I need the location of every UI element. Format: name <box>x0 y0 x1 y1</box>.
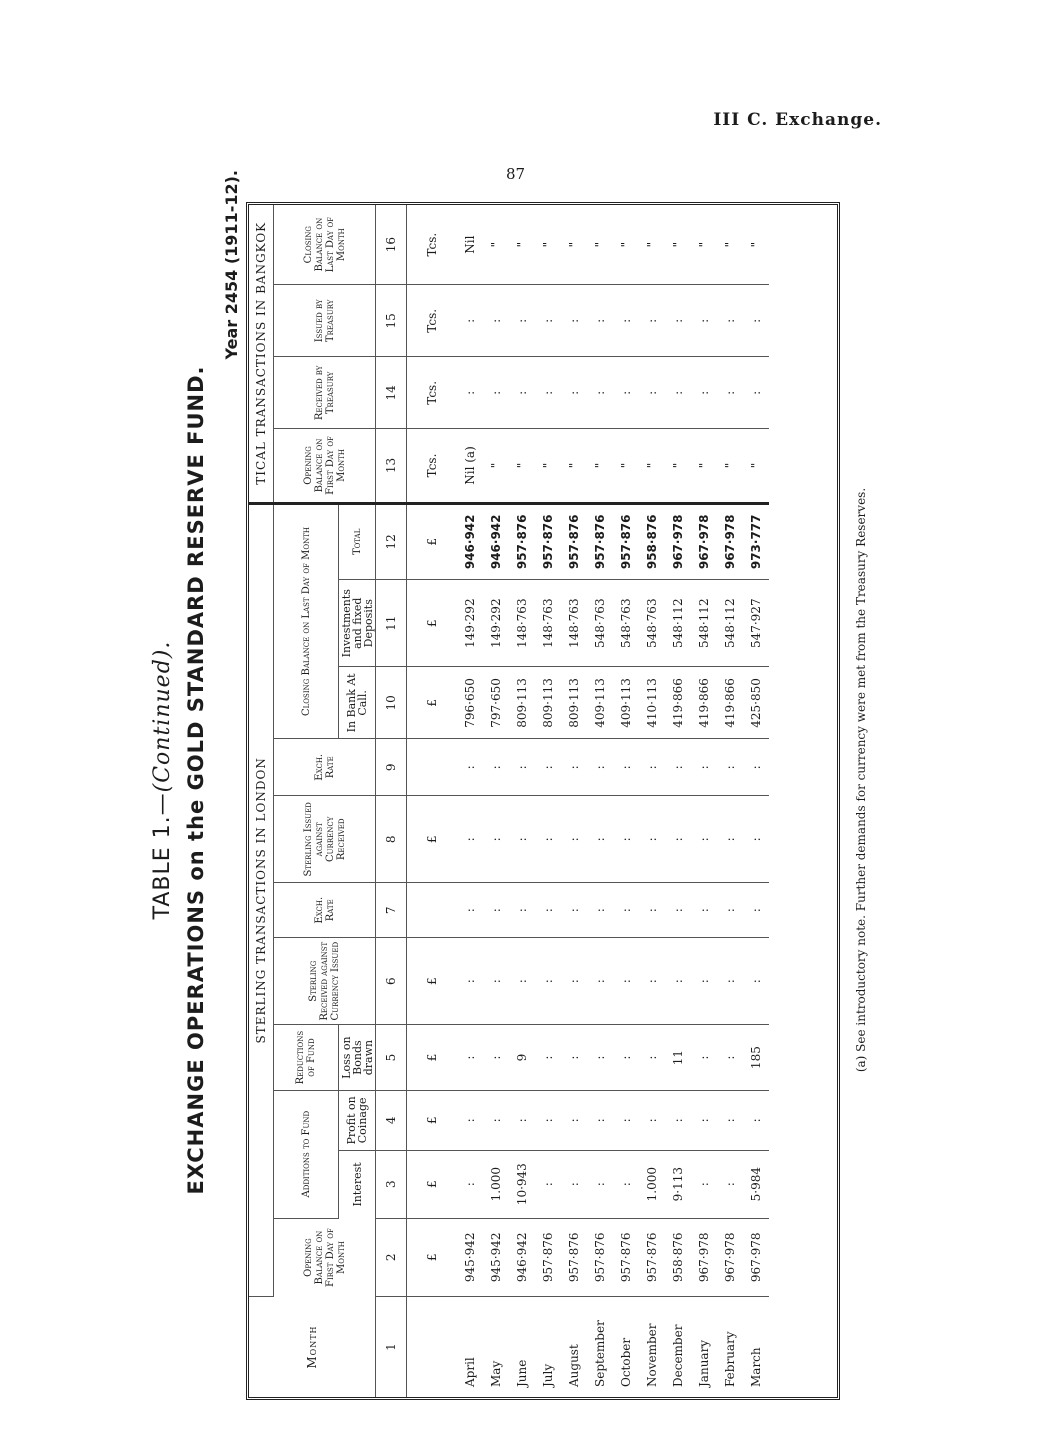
table-cell: " <box>691 205 717 285</box>
table-cell: : <box>587 1090 613 1150</box>
table-cell: " <box>561 205 587 285</box>
table-cell: 148·763 <box>535 580 561 667</box>
month-label: September <box>593 1320 607 1387</box>
table-cell: : <box>639 357 665 429</box>
table-cell: : <box>613 883 639 938</box>
table-cell: : <box>613 1025 639 1090</box>
table-cell: : <box>665 883 691 938</box>
table-cell: " <box>665 429 691 503</box>
header-exch-rate-1: Exch. Rate <box>274 883 376 938</box>
table-cell: : <box>535 739 561 796</box>
table-cell: : <box>535 938 561 1025</box>
table-cell: " <box>639 205 665 285</box>
table-cell: : <box>639 1090 665 1150</box>
table-cell: " <box>717 429 743 503</box>
table-cell: 548·763 <box>613 580 639 667</box>
table-cell: : <box>561 285 587 357</box>
table-cell: : <box>717 285 743 357</box>
table-cell: : <box>665 739 691 796</box>
table-cell: : <box>483 883 509 938</box>
month-label: October <box>619 1337 633 1387</box>
table-cell: 957·876 <box>639 1218 665 1297</box>
footnote: (a) See introductory note. Further demands for currency were met from the Treasury Reserves. <box>854 487 868 1073</box>
table-frame <box>246 202 840 1400</box>
table-cell: : <box>457 739 483 796</box>
table-cell: 148·763 <box>561 580 587 667</box>
column-number: 1 <box>376 1297 407 1397</box>
table-cell: 185 <box>743 1025 769 1090</box>
table-cell: 957·876 <box>613 1218 639 1297</box>
table-cell: : <box>717 796 743 883</box>
header-exch-rate-2: Exch. Rate <box>274 739 376 796</box>
unit-label: Tcs. <box>407 285 458 357</box>
table-cell: : <box>509 357 535 429</box>
table-cell: : <box>743 883 769 938</box>
table-cell: 548·112 <box>691 580 717 667</box>
column-number: 3 <box>376 1150 407 1218</box>
table-cell: : <box>691 285 717 357</box>
month-label: August <box>567 1344 581 1387</box>
table-cell: : <box>457 796 483 883</box>
table-cell: : <box>717 1025 743 1090</box>
table-cell: : <box>457 285 483 357</box>
month-label: November <box>645 1323 659 1387</box>
table-cell: 419·866 <box>665 667 691 739</box>
header-tical-opening: Opening Balance on First Day of Month <box>274 429 376 503</box>
table-cell: 957·876 <box>561 1218 587 1297</box>
unit-label: Tcs. <box>407 357 458 429</box>
table-cell: 957·876 <box>535 1218 561 1297</box>
month-cell <box>535 1297 561 1397</box>
table-cell: 945·942 <box>483 1218 509 1297</box>
table-cell: 957·876 <box>613 503 639 580</box>
table-cell: : <box>509 938 535 1025</box>
table-cell: : <box>717 739 743 796</box>
table-row <box>691 205 717 1397</box>
table-cell: : <box>457 1025 483 1090</box>
table-cell: : <box>561 1090 587 1150</box>
table-cell: " <box>587 205 613 285</box>
table-cell: " <box>613 429 639 503</box>
table-cell: : <box>639 938 665 1025</box>
month-cell <box>587 1297 613 1397</box>
table-cell: " <box>483 429 509 503</box>
table-cell: 957·876 <box>587 1218 613 1297</box>
column-number: 4 <box>376 1090 407 1150</box>
table-cell: : <box>691 1025 717 1090</box>
table-cell: " <box>639 429 665 503</box>
table-cell: : <box>587 796 613 883</box>
table-cell: 973·777 <box>743 503 769 580</box>
rotated-table-page <box>150 160 970 1400</box>
table-cell: : <box>691 883 717 938</box>
table-cell: : <box>743 285 769 357</box>
unit-label: £ <box>407 796 458 883</box>
table-cell: : <box>483 739 509 796</box>
month-cell <box>561 1297 587 1397</box>
table-cell: : <box>509 883 535 938</box>
table-cell: 547·927 <box>743 580 769 667</box>
table-cell: 958·876 <box>665 1218 691 1297</box>
month-cell <box>691 1297 717 1397</box>
table-cell: 10·943 <box>509 1150 535 1218</box>
table-row <box>743 205 769 1397</box>
table-cell: : <box>535 1025 561 1090</box>
table-cell: " <box>717 205 743 285</box>
table-cell: : <box>509 739 535 796</box>
table-cell: : <box>483 796 509 883</box>
table-cell: : <box>509 1090 535 1150</box>
header-interest: Interest <box>339 1150 376 1218</box>
table-cell: 957·876 <box>561 503 587 580</box>
table-row <box>483 205 509 1397</box>
table-cell: : <box>561 1150 587 1218</box>
table-cell: : <box>535 1090 561 1150</box>
page-number: 87 <box>506 165 526 183</box>
table-cell: 419·866 <box>691 667 717 739</box>
table-cell: 967·978 <box>691 1218 717 1297</box>
table-cell: : <box>717 1150 743 1218</box>
unit-label: £ <box>407 1218 458 1297</box>
units-row <box>407 205 458 1397</box>
table-row <box>535 205 561 1397</box>
unit-label: £ <box>407 938 458 1025</box>
table-cell: 796·650 <box>457 667 483 739</box>
month-cell <box>665 1297 691 1397</box>
table-cell: 409·113 <box>587 667 613 739</box>
table-cell: : <box>639 739 665 796</box>
header-additions: Additions to Fund <box>274 1090 339 1218</box>
table-cell: : <box>613 357 639 429</box>
table-cell: " <box>691 429 717 503</box>
table-cell: 946·942 <box>483 503 509 580</box>
table-cell: : <box>743 1090 769 1150</box>
table-row <box>665 205 691 1397</box>
table-cell: : <box>535 1150 561 1218</box>
table-row <box>457 205 483 1397</box>
table-cell: " <box>743 205 769 285</box>
table-cell: 967·978 <box>717 1218 743 1297</box>
table-cell: : <box>613 285 639 357</box>
table-cell: 967·978 <box>717 503 743 580</box>
table-cell: : <box>457 883 483 938</box>
table-cell: : <box>483 1090 509 1150</box>
table-cell: 809·113 <box>535 667 561 739</box>
table-cell: : <box>535 883 561 938</box>
header-reductions: Reductions of Fund <box>274 1025 339 1090</box>
table-cell: : <box>587 1150 613 1218</box>
unit-label: Tcs. <box>407 205 458 285</box>
table-cell: : <box>587 285 613 357</box>
header-profit: Profit on Coinage <box>339 1090 376 1150</box>
column-number: 13 <box>376 429 407 503</box>
table-cell: : <box>509 285 535 357</box>
table-cell: " <box>483 205 509 285</box>
table-cell: : <box>535 357 561 429</box>
table-cell: : <box>665 938 691 1025</box>
column-number: 8 <box>376 796 407 883</box>
month-label: December <box>671 1324 685 1387</box>
column-number: 15 <box>376 285 407 357</box>
table-cell: : <box>457 938 483 1025</box>
table-cell: : <box>483 357 509 429</box>
table-cell: : <box>587 938 613 1025</box>
table-cell: : <box>483 285 509 357</box>
table-cell: 548·763 <box>587 580 613 667</box>
table-cell: : <box>613 938 639 1025</box>
header-month: Month <box>249 1297 376 1397</box>
table-cell: " <box>509 205 535 285</box>
unit-label: £ <box>407 1090 458 1150</box>
table-cell: : <box>561 938 587 1025</box>
table-cell: : <box>743 938 769 1025</box>
month-label: June <box>515 1359 529 1387</box>
table-cell: : <box>665 796 691 883</box>
header-opening: Opening Balance on First Day of Month <box>274 1218 376 1297</box>
table-cell: " <box>535 205 561 285</box>
header-closing: Closing Balance on Last Day of Month <box>274 503 339 739</box>
table-cell: Nil <box>457 205 483 285</box>
table-title <box>150 160 175 1400</box>
month-cell <box>483 1297 509 1397</box>
table-cell: 9·113 <box>665 1150 691 1218</box>
table-cell: : <box>691 357 717 429</box>
table-cell: : <box>509 796 535 883</box>
table-cell: : <box>613 1150 639 1218</box>
table-cell: 548·112 <box>665 580 691 667</box>
table-cell: 946·942 <box>457 503 483 580</box>
table-row <box>509 205 535 1397</box>
month-cell <box>509 1297 535 1397</box>
table-cell: 425·850 <box>743 667 769 739</box>
column-number: 2 <box>376 1218 407 1297</box>
table-row <box>561 205 587 1397</box>
table-cell: " <box>743 429 769 503</box>
table-cell: 957·876 <box>587 503 613 580</box>
table-cell: 945·942 <box>457 1218 483 1297</box>
month-cell <box>717 1297 743 1397</box>
column-number: 7 <box>376 883 407 938</box>
table-row <box>639 205 665 1397</box>
section-header: III C. Exchange. <box>713 110 882 130</box>
column-number: 14 <box>376 357 407 429</box>
table-cell: 148·763 <box>509 580 535 667</box>
month-label: May <box>489 1360 503 1387</box>
table-cell: " <box>561 429 587 503</box>
table-cell: : <box>717 883 743 938</box>
month-cell <box>613 1297 639 1397</box>
header-tical-issued: Issued by Treasury <box>274 285 376 357</box>
table-row <box>587 205 613 1397</box>
table-cell: : <box>483 938 509 1025</box>
unit-label: £ <box>407 667 458 739</box>
table-cell: : <box>717 1090 743 1150</box>
table-cell: : <box>743 739 769 796</box>
table-cell: 9 <box>509 1025 535 1090</box>
title-continued: (Continued). <box>150 640 175 793</box>
table-cell: : <box>457 1090 483 1150</box>
column-number: 10 <box>376 667 407 739</box>
column-number: 5 <box>376 1025 407 1090</box>
month-cell <box>639 1297 665 1397</box>
table-cell: : <box>613 796 639 883</box>
column-number: 6 <box>376 938 407 1025</box>
month-cell <box>743 1297 769 1397</box>
month-cell <box>457 1297 483 1397</box>
table-cell: : <box>561 796 587 883</box>
table-cell: 409·113 <box>613 667 639 739</box>
table-cell: : <box>639 285 665 357</box>
table-cell: : <box>561 739 587 796</box>
header-sterling-group: STERLING TRANSACTIONS IN LONDON <box>249 503 274 1297</box>
table-cell: : <box>457 1150 483 1218</box>
table-cell: : <box>535 796 561 883</box>
table-cell: 5·984 <box>743 1150 769 1218</box>
table-cell: : <box>587 883 613 938</box>
table-cell: 419·866 <box>717 667 743 739</box>
column-number: 16 <box>376 205 407 285</box>
table-cell: : <box>717 938 743 1025</box>
table-cell: : <box>613 739 639 796</box>
header-sterling-received: Sterling Received against Currency Issued <box>274 938 376 1025</box>
unit-label: £ <box>407 503 458 580</box>
header-sterling-issued: Sterling Issued against Currency Received <box>274 796 376 883</box>
unit-label <box>407 739 458 796</box>
table-cell: : <box>483 1025 509 1090</box>
table-cell: 967·978 <box>665 503 691 580</box>
table-cell: : <box>561 1025 587 1090</box>
table-cell: 958·876 <box>639 503 665 580</box>
table-cell: : <box>691 739 717 796</box>
table-cell: 1.000 <box>483 1150 509 1218</box>
table-cell: : <box>561 357 587 429</box>
unit-label: £ <box>407 580 458 667</box>
column-number: 9 <box>376 739 407 796</box>
table-cell: : <box>665 285 691 357</box>
month-label: April <box>463 1357 477 1387</box>
table-cell: 967·978 <box>743 1218 769 1297</box>
table-cell: 149·292 <box>457 580 483 667</box>
table-cell: : <box>665 357 691 429</box>
month-label: March <box>749 1347 763 1387</box>
header-total: Total <box>339 503 376 580</box>
unit-label <box>407 1297 458 1397</box>
table-cell: : <box>535 285 561 357</box>
table-cell: : <box>587 739 613 796</box>
table-cell: Nil (a) <box>457 429 483 503</box>
table-cell: : <box>691 1150 717 1218</box>
unit-label <box>407 883 458 938</box>
table-cell: " <box>613 205 639 285</box>
month-label: January <box>697 1339 711 1387</box>
month-label: February <box>723 1331 737 1387</box>
table-cell: 1.000 <box>639 1150 665 1218</box>
table-cell: " <box>665 205 691 285</box>
table-cell: : <box>639 796 665 883</box>
year-label: Year 2454 (1911-12). <box>222 170 241 360</box>
table-cell: 809·113 <box>509 667 535 739</box>
unit-label: Tcs. <box>407 429 458 503</box>
table-cell: : <box>743 796 769 883</box>
table-cell: : <box>639 1025 665 1090</box>
table-cell: : <box>587 357 613 429</box>
table-cell: : <box>665 1090 691 1150</box>
table-cell: : <box>691 796 717 883</box>
table-cell: 797·650 <box>483 667 509 739</box>
table-cell: 548·763 <box>639 580 665 667</box>
table-cell: : <box>587 1025 613 1090</box>
column-number: 12 <box>376 503 407 580</box>
table-cell: : <box>743 357 769 429</box>
header-tical-group: TICAL TRANSACTIONS IN BANGKOK <box>249 205 274 503</box>
header-loss: Loss on Bonds drawn <box>339 1025 376 1090</box>
month-label: July <box>541 1363 555 1387</box>
header-tical-received: Received by Treasury <box>274 357 376 429</box>
table-cell: : <box>691 938 717 1025</box>
table-cell: : <box>639 883 665 938</box>
table-cell: : <box>561 883 587 938</box>
header-in-bank: In Bank At Call. <box>339 667 376 739</box>
table-cell: 149·292 <box>483 580 509 667</box>
table-cell: 11 <box>665 1025 691 1090</box>
table-cell: 809·113 <box>561 667 587 739</box>
unit-label: £ <box>407 1150 458 1218</box>
header-investments: Investments and fixed Deposits <box>339 580 376 667</box>
column-number-row <box>376 205 407 1397</box>
table-cell: : <box>717 357 743 429</box>
table-cell: " <box>535 429 561 503</box>
table-cell: 957·876 <box>535 503 561 580</box>
unit-label: £ <box>407 1025 458 1090</box>
table-cell: 548·112 <box>717 580 743 667</box>
table-subtitle: EXCHANGE OPERATIONS on the GOLD STANDARD RESERVE FUND. <box>184 365 208 1195</box>
table-cell: " <box>509 429 535 503</box>
table-row <box>613 205 639 1397</box>
table-cell: 410·113 <box>639 667 665 739</box>
table-cell: : <box>613 1090 639 1150</box>
header-tical-closing: Closing Balance on Last Day of Month <box>274 205 376 285</box>
table-cell: 957·876 <box>509 503 535 580</box>
table-cell: : <box>457 357 483 429</box>
table-cell: 967·978 <box>691 503 717 580</box>
column-number: 11 <box>376 580 407 667</box>
table-cell: " <box>587 429 613 503</box>
table-row <box>717 205 743 1397</box>
table-cell: 946·942 <box>509 1218 535 1297</box>
table-cell: : <box>691 1090 717 1150</box>
title-prefix: TABLE 1.— <box>150 792 175 920</box>
exchange-operations-table <box>249 205 769 1397</box>
